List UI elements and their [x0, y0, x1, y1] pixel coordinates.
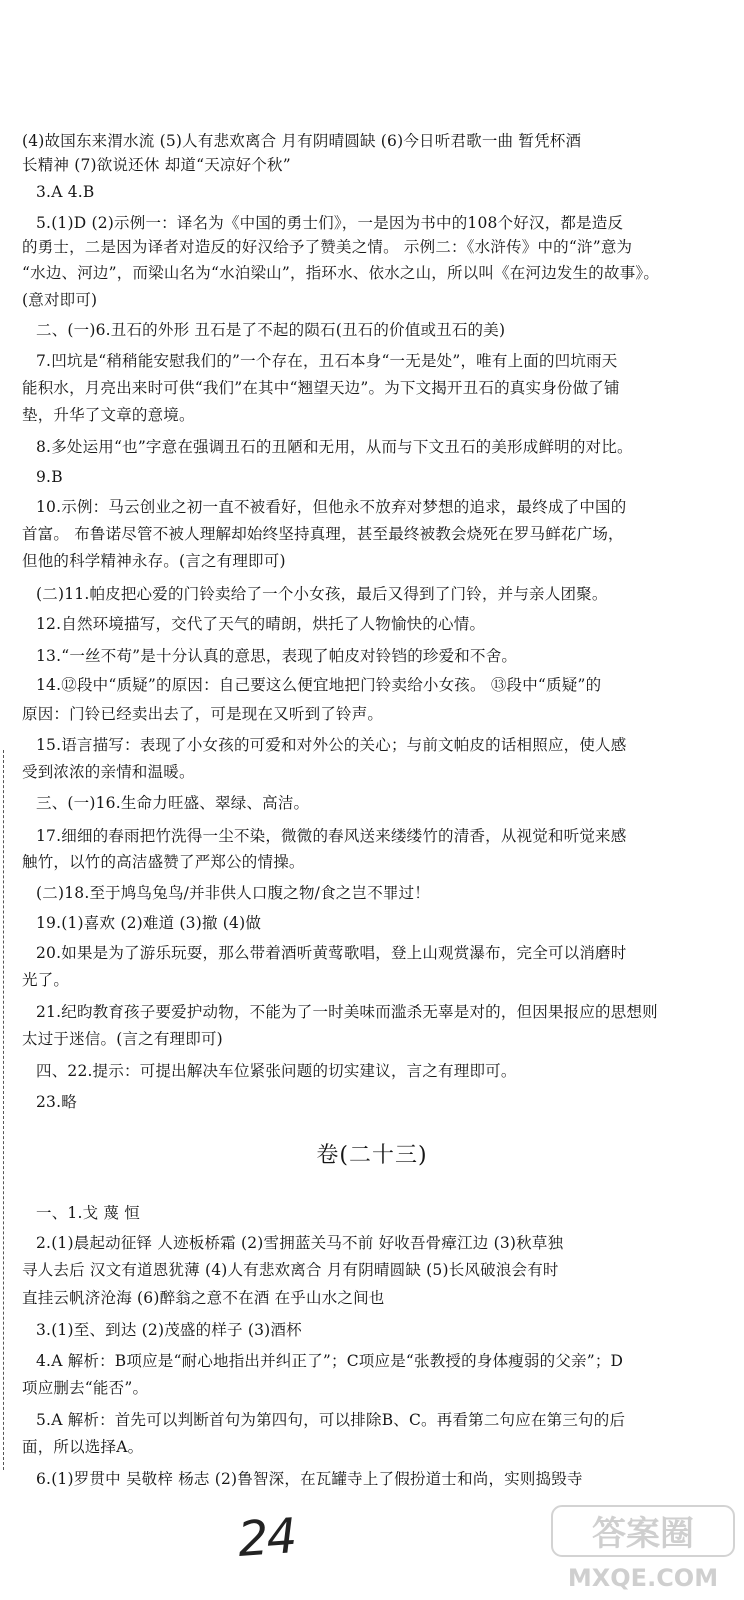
text-line: 15.语言描写：表现了小女孩的可爱和对外公的关心；与前文帕皮的话相照应，使人感: [36, 736, 627, 754]
text-line: 9.B: [36, 468, 63, 486]
text-line: “水边、河边”，而梁山名为“水泊梁山”，指环水、依水之山，所以叫《在河边发生的故事》。: [22, 264, 660, 282]
text-line: 5.A 解析：首先可以判断首句为第四句，可以排除B、C。再看第二句应在第三句的后: [36, 1411, 626, 1429]
text-line: 4.A 解析：B项应是“耐心地指出并纠正了”；C项应是“张教授的身体瘦弱的父亲”；D: [36, 1352, 624, 1370]
text-line: 原因：门铃已经卖出去了，可是现在又听到了铃声。: [22, 705, 384, 723]
text-line: 垫，升华了文章的意境。: [22, 406, 195, 424]
text-line: 17.细细的春雨把竹洗得一尘不染，微微的春风送来缕缕竹的清香，从视觉和听觉来感: [36, 827, 627, 845]
text-line: (意对即可): [22, 291, 98, 309]
text-line: 7.凹坑是“稍稍能安慰我们的”一个存在，丑石本身“一无是处”，唯有上面的凹坑雨天: [36, 352, 618, 370]
text-line: 二、(一)6.丑石的外形 丑石是了不起的陨石(丑石的价值或丑石的美): [36, 321, 506, 339]
text-line: 21.纪昀教育孩子要爱护动物，不能为了一时美味而滥杀无辜是对的，但因果报应的思想则: [36, 1003, 658, 1021]
text-line: 触竹，以竹的高洁盛赞了严郑公的情操。: [22, 853, 305, 871]
text-line: 6.(1)罗贯中 吴敬梓 杨志 (2)鲁智深，在瓦罐寺上了假扮道士和尚，实则捣毁寺: [36, 1470, 583, 1488]
text-line: 太过于迷信。(言之有理即可): [22, 1030, 223, 1048]
text-line: 首富。 布鲁诺尽管不被人理解却始终坚持真理，甚至最终被教会烧死在罗马鲜花广场，: [22, 525, 624, 543]
text-line: 寻人去后 汉文有道恩犹薄 (4)人有悲欢离合 月有阴晴圆缺 (5)长风破浪会有时: [22, 1261, 559, 1279]
text-line: 直挂云帆济沧海 (6)醉翁之意不在酒 在乎山水之间也: [22, 1289, 385, 1307]
text-line: 的勇士，二是因为译者对造反的好汉给予了赞美之情。 示例二：《水浒传》中的“浒”意为: [22, 238, 633, 256]
text-line: 三、(一)16.生命力旺盛、翠绿、高洁。: [36, 794, 310, 812]
text-line: 14.⑫段中“质疑”的原因：自己要这么便宜地把门铃卖给小女孩。 ⑬段中“质疑”的: [36, 676, 602, 694]
text-line: 12.自然环境描写，交代了天气的晴朗，烘托了人物愉快的心情。: [36, 615, 486, 633]
text-line: 20.如果是为了游乐玩耍，那么带着酒听黄莺歌唱，登上山观赏瀑布，完全可以消磨时: [36, 944, 627, 962]
text-line: 3.A 4.B: [36, 183, 95, 201]
text-line: 项应删去“能否”。: [22, 1379, 149, 1397]
text-line: (二)18.至于鸠鸟兔鸟/并非供人口腹之物/食之岂不罪过！: [36, 884, 430, 902]
text-line: 23.略: [36, 1093, 77, 1111]
text-line: 长精神 (7)欲说还休 却道“天凉好个秋”: [22, 156, 291, 174]
text-line: (二)11.帕皮把心爱的门铃卖给了一个小女孩，最后又得到了门铃，并与亲人团聚。: [36, 585, 608, 603]
text-line: 面，所以选择A。: [22, 1438, 144, 1456]
text-line: 2.(1)晨起动征铎 人迹板桥霜 (2)雪拥蓝关马不前 好收吾骨瘴江边 (3)秋草独: [36, 1234, 564, 1252]
text-line: 5.(1)D (2)示例一：译名为《中国的勇士们》，一是因为书中的108个好汉，都是造反: [36, 214, 624, 232]
text-line: 但他的科学精神永存。(言之有理即可): [22, 552, 286, 570]
watermark-title: 答案圈: [592, 1514, 694, 1554]
handwritten-page-number: 24: [236, 1508, 297, 1568]
text-line: 四、22.提示：可提出解决车位紧张问题的切实建议，言之有理即可。: [36, 1062, 517, 1080]
text-line: 13.“一丝不苟”是十分认真的意思，表现了帕皮对铃铛的珍爱和不舍。: [36, 647, 518, 665]
watermark-url: MXQE.COM: [567, 1564, 719, 1592]
text-line: 19.(1)喜欢 (2)难道 (3)撤 (4)做: [36, 914, 262, 932]
text-line: 8.多处运用“也”字意在强调丑石的丑陋和无用，从而与下文丑石的美形成鲜明的对比。: [36, 438, 633, 456]
text-line: 10.示例：马云创业之初一直不被看好，但他永不放弃对梦想的追求，最终成了中国的: [36, 498, 627, 516]
text-line: 3.(1)至、到达 (2)茂盛的样子 (3)酒杯: [36, 1321, 302, 1339]
text-line: 受到浓浓的亲情和温暖。: [22, 763, 195, 781]
text-line: (4)故国东来渭水流 (5)人有悲欢离合 月有阴晴圆缺 (6)今日听君歌一曲 暂凭杯酒: [22, 132, 582, 150]
section-title: 卷(二十三): [316, 1143, 428, 1168]
text-line: 一、1.戈 蔑 恒: [36, 1204, 140, 1222]
watermark-logo: [548, 1500, 738, 1596]
text-line: 能积水，月亮出来时可供“我们”在其中“翘望天边”。为下文揭开丑石的真实身份做了铺: [22, 379, 620, 397]
binding-margin-line: [3, 750, 10, 1470]
text-line: 光了。: [22, 971, 70, 989]
